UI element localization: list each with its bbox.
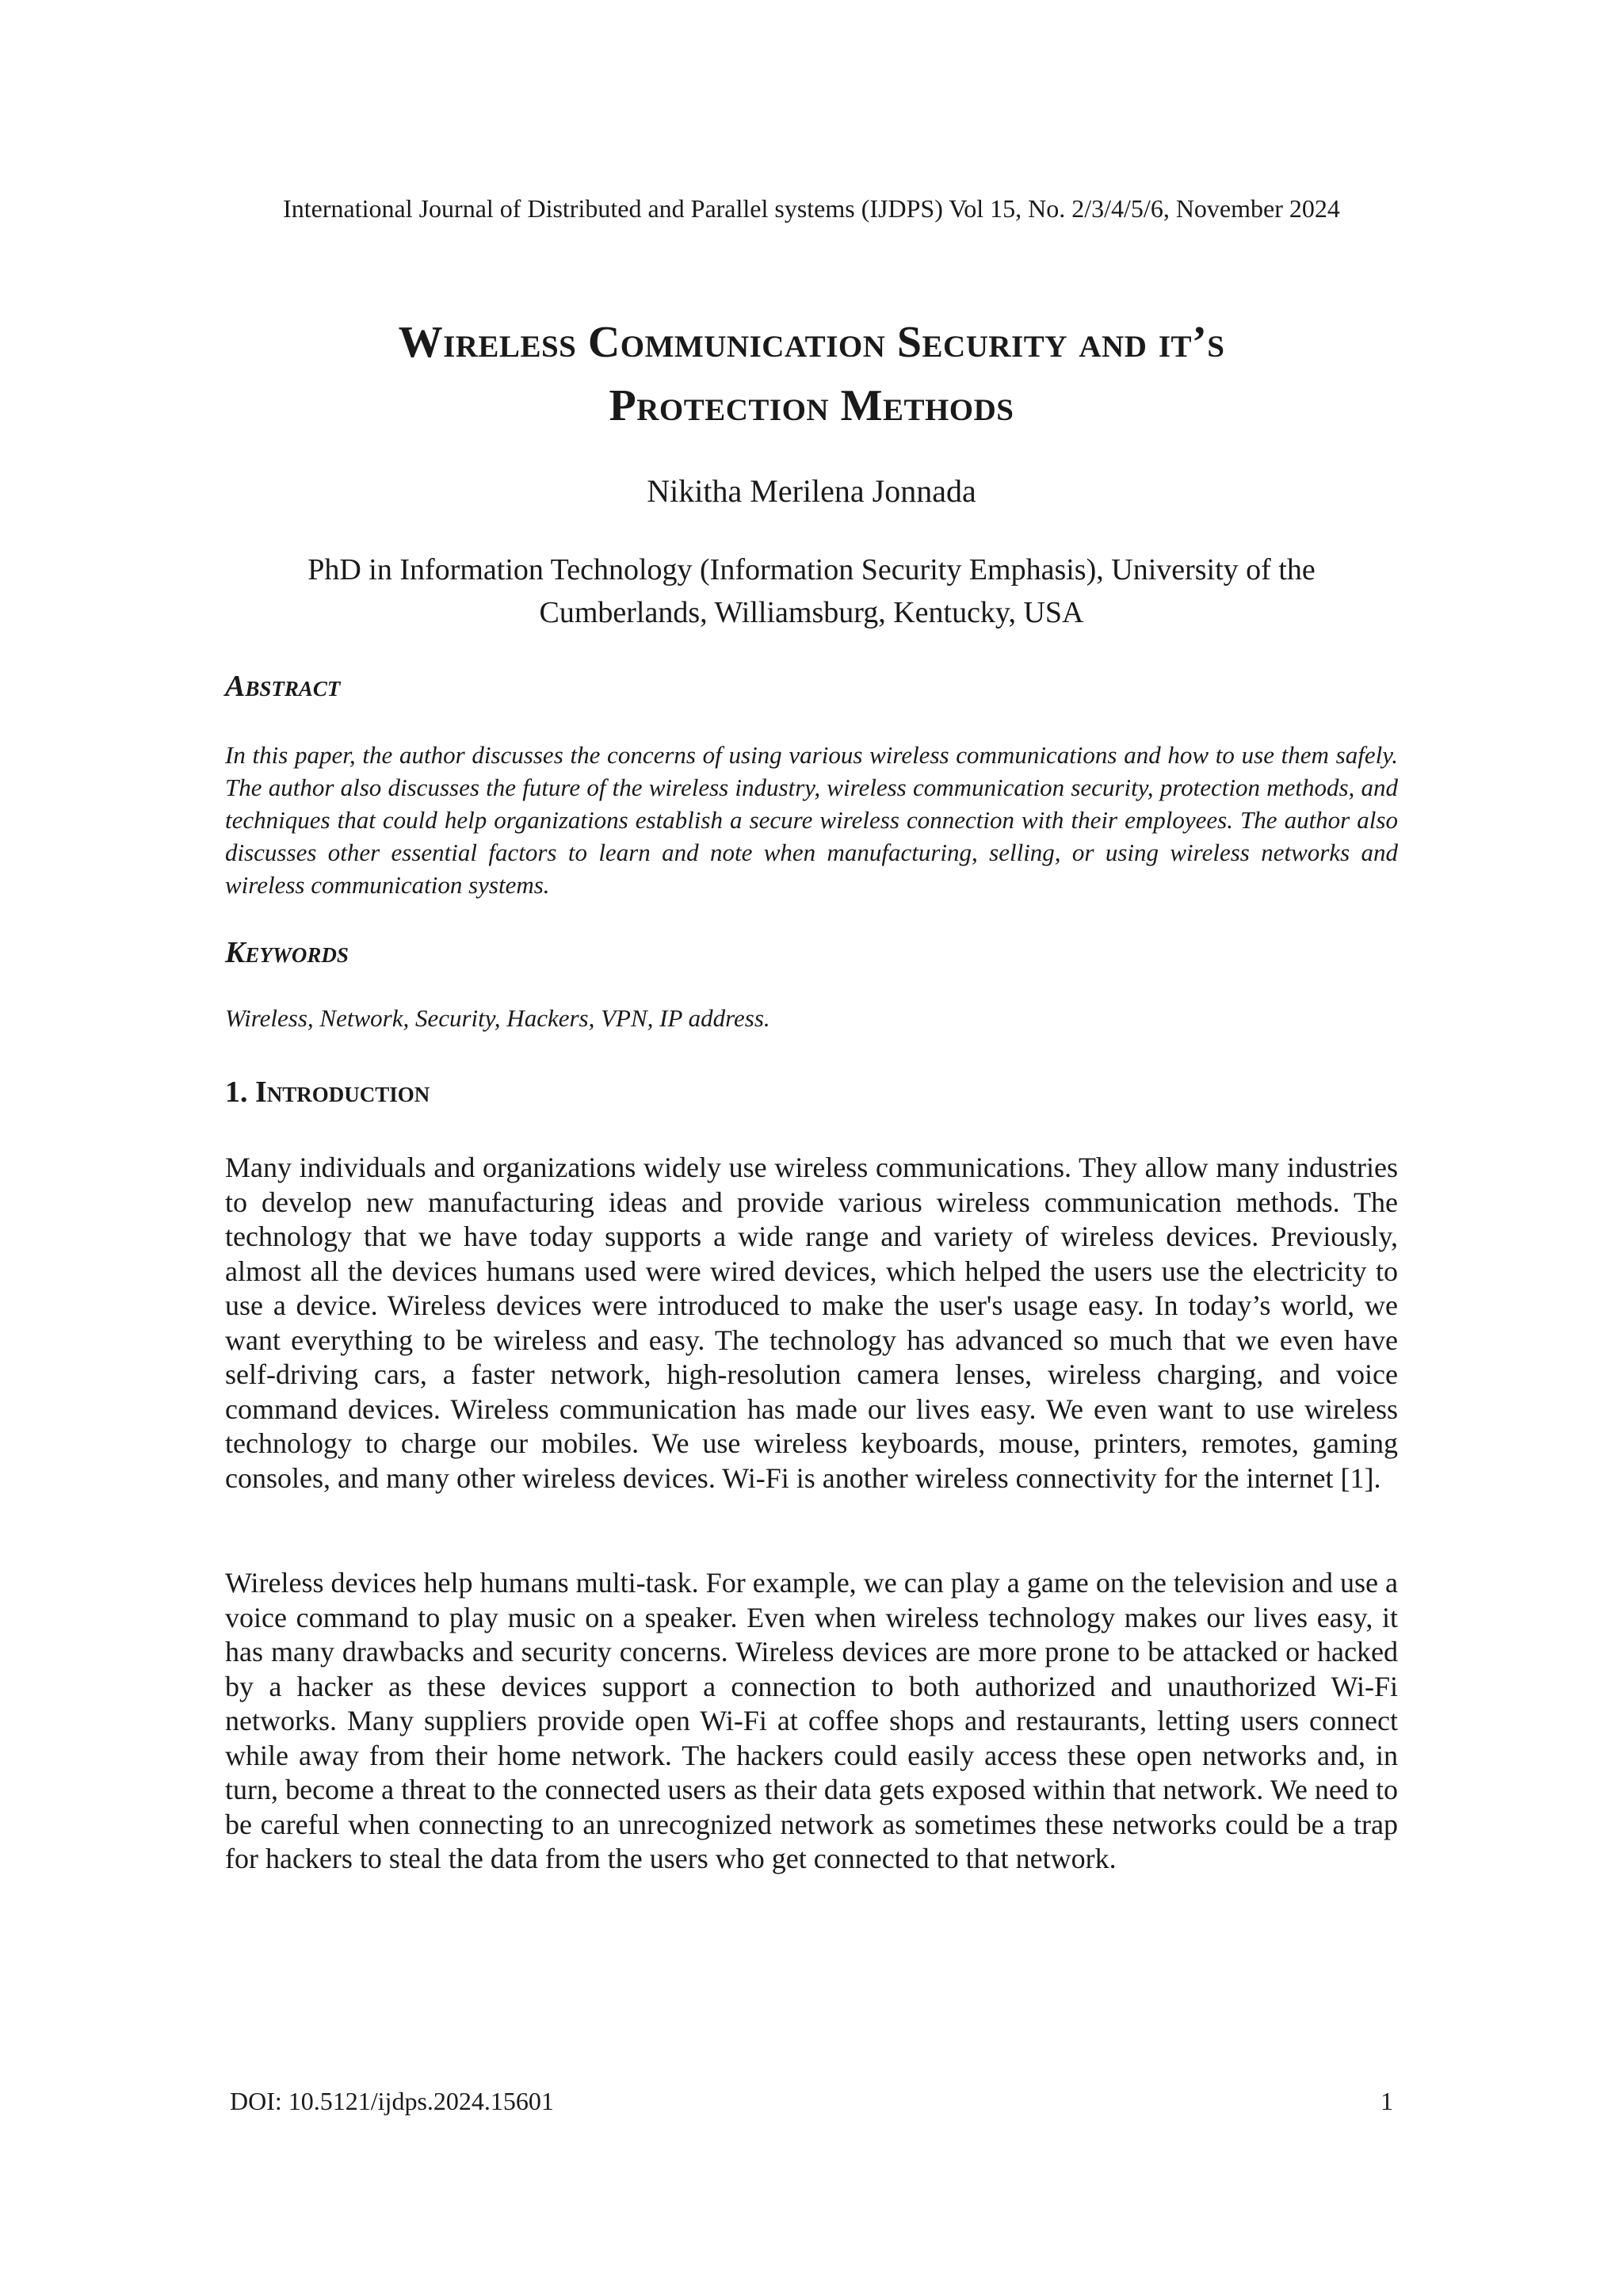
author-affiliation <box>238 548 1385 634</box>
footer-doi: DOI: 10.5121/ijdps.2024.15601 <box>230 2087 554 2115</box>
keywords-text: Wireless, Network, Security, Hackers, VPN, IP address. <box>225 1004 770 1032</box>
affiliation-line-1: PhD in Information Technology (Information Security Emphasis), University of the <box>307 553 1316 586</box>
affiliation-line-2: Cumberlands, Williamsburg, Kentucky, USA <box>539 596 1084 629</box>
page-number: 1 <box>1381 2087 1393 2115</box>
introduction-paragraph-2: Wireless devices help humans multi-task. For example, we can play a game on the television and use a voice command to play music on a speaker. Even when wireless technology makes our lives easy, it has many drawbacks and security concerns. Wireless devices are more prone to be attacked or hacked by a hacker as these devices support a connection to both authorized and unauthorized Wi-Fi networks. Many suppliers provide open Wi-Fi at coffee shops and restaurants, letting users connect while away from their home network. The hackers could easily access these open networks and, in turn, become a threat to the connected users as their data gets exposed within that network. We need to be careful when connecting to an unrecognized network as sometimes these networks could be a trap for hackers to steal the data from the users who get connected to that network. <box>225 1567 1398 1874</box>
title-line-2: Protection Methods <box>609 381 1014 430</box>
keywords-heading: Keywords <box>225 936 349 969</box>
author-name: Nikitha Merilena Jonnada <box>647 473 976 509</box>
running-header: International Journal of Distributed and Parallel systems (IJDPS) Vol 15, No. 2/3/4/5/6, November 2024 <box>283 194 1340 223</box>
title-line-1: Wireless Communication Security and it’s <box>398 318 1225 367</box>
abstract-heading: Abstract <box>225 670 341 703</box>
paper-title <box>174 311 1449 437</box>
introduction-heading: 1. Introduction <box>225 1075 430 1109</box>
introduction-paragraph-1: Many individuals and organizations widely use wireless communications. They allow many industries to develop new manufacturing ideas and provide various wireless communication methods. The technology that we have today supports a wide range and variety of wireless devices. Previously, almost all the devices humans used were wired devices, which helped the users use the electricity to use a device. Wireless devices were introduced to make the user's usage easy. In today’s world, we want everything to be wireless and easy. The technology has advanced so much that we even have self-driving cars, a faster network, high-resolution camera lenses, wireless charging, and voice command devices. Wireless communication has made our lives easy. We even want to use wireless technology to charge our mobiles. We use wireless keyboards, mouse, printers, remotes, gaming consoles, and many other wireless devices. Wi-Fi is another wireless connectivity for the internet [1]. <box>225 1152 1398 1494</box>
abstract-text: In this paper, the author discusses the concerns of using various wireless communications and how to use them safely. The author also discusses the future of the wireless industry, wireless communication security, protection methods, and techniques that could help organizations establish a secure wireless connection with their employees. The author also discusses other essential factors to learn and note when manufacturing, selling, or using wireless networks and wireless communication systems. <box>225 741 1398 899</box>
